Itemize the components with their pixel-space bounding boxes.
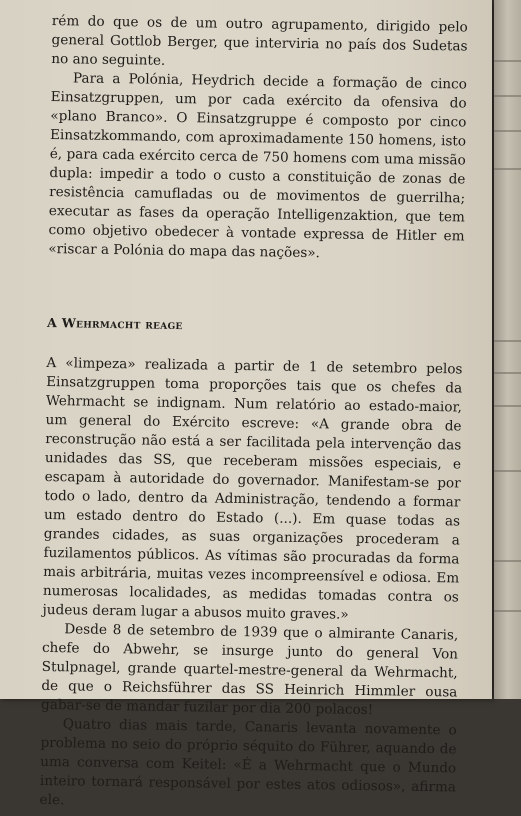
paragraph-1: rém do que os de um outro agrupamento, dirigido pelo general Gottlob Berger, que interviria no país dos Sudetas no ano seguinte.	[51, 12, 468, 69]
edge-text-line	[494, 372, 521, 374]
section-gap	[47, 259, 464, 320]
edge-text-line	[494, 340, 521, 342]
edge-text-line	[494, 610, 521, 612]
edge-text-line	[494, 130, 521, 132]
paragraph-2: Para a Polónia, Heydrich decide a formação de cinco Einsatzgruppen, um por cada exército da ofensiva do «plano Branco». O Einsatzgruppe é composto por cinco Einsatzkommando, com aproximadamente 150 homens, isto é, para cada exército cerca de 750 homens com uma missão dupla: impedir a todo o custo a constituição de zonas de resistência camufladas ou de movimentos de guerrilha; executar as fases da operação Intelligenzaktion, que tem como objetivo obedecer à vontade expressa de Hitler em «riscar a Polónia do mapa das nações».	[48, 70, 468, 262]
adjacent-page-edge	[494, 0, 521, 699]
edge-text-line	[494, 168, 521, 170]
page-text	[39, 12, 467, 816]
edge-text-line	[494, 95, 521, 97]
paragraph-5: Quatro dias mais tarde, Canaris levanta novamente o problema no seio do próprio séquito do Führer, aquando de uma conversa com Keitel: «É a Wehrmacht que o Mundo inteiro tornará responsável por estes atos odiosos», afirma ele.	[39, 716, 457, 809]
paragraph-4: Desde 8 de setembro de 1939 que o almirante Canaris, chefe do Abwehr, se insurge junto do general Von Stulpnagel, grande quartel-mestre-general da Wehrmacht, de que o Reichsführer das SS Heinrich Himmler ousa gabar-se de mandar fuzilar por dia 200 polacos!	[40, 621, 459, 719]
edge-text-line	[494, 60, 521, 62]
paragraph-3: A «limpeza» realizada a partir de 1 de setembro pelos Einsatzgruppen toma proporções tais que os chefes da Wehrmacht se indignam. Num relatório ao estado-maior, um general do Exército escreve: «A grande obra de reconstrução não está a ser facilitada pela intervenção das unidades das SS, que receberam missões especiais, e escapam à autoridade do governador. Manifestam-se por todo o lado, dentro da Administração, tendendo a formar um estado dentro do Estado (...). Em quase todas as grandes cidades, as suas organizações procederam a fuzilamentos públicos. As vítimas são procuradas da forma mais arbitrária, muitas vezes incompreensível e odiosa. Em numerosas localidades, as medidas tomadas contra os judeus deram lugar a abusos muito graves.»	[42, 354, 463, 623]
edge-text-line	[494, 560, 521, 562]
edge-text-line	[494, 470, 521, 472]
edge-text-line	[494, 405, 521, 407]
section-heading: A Wehrmacht reage	[47, 314, 183, 333]
